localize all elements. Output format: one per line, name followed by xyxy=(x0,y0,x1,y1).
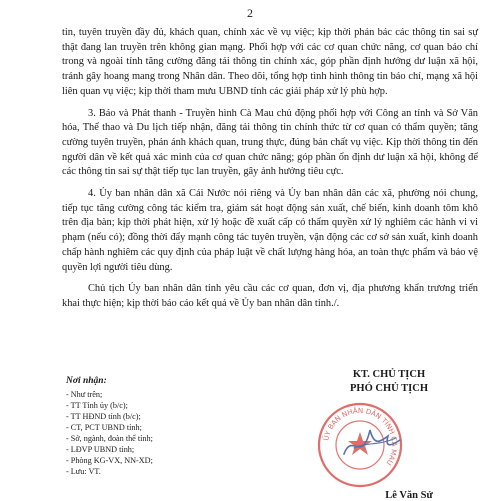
paragraph-closing: Chủ tịch Ủy ban nhân dân tỉnh yêu cầu các cơ quan, đơn vị, địa phương khẩn trương triển khai thực hiện; kịp thời báo cáo kết quả về Ủy ban nhân dân tỉnh./. xyxy=(62,283,478,309)
seal-text: ỦY BAN NHÂN DÂN TỈNH CÀ MAU xyxy=(322,406,399,467)
signature-block xyxy=(300,368,478,501)
signature-title-2: PHÓ CHỦ TỊCH xyxy=(350,383,428,394)
recipient-item: - TT HĐND tỉnh (b/c); xyxy=(66,412,141,421)
seal-and-signature xyxy=(300,400,478,486)
official-seal-stamp xyxy=(314,402,406,488)
paragraph-item-4: 4. Ủy ban nhân dân xã Cái Nước nói riêng và Ủy ban nhân dân các xã, phường nói chung, tiếp tục tăng cường công tác kiểm tra, giám sát hoạt động sản xuất, chế biến, kinh doanh tôm khô trên địa bàn; kịp thời phát hiện, xử lý hoặc đề xuất cấp có thẩm quyền xử lý nghiêm các hành vi vi phạm (nếu có); đồng thời đẩy mạnh công tác tuyên truyền, vận động các cơ sở sản xuất, kinh doanh chấp hành nghiêm các quy định của pháp luật về chất lượng hàng hóa, an toàn thực phẩm và bảo vệ quyền lợi người tiêu dùng. xyxy=(62,188,478,273)
paragraph-item-3: 3. Báo và Phát thanh - Truyền hình Cà Mau chủ động phối hợp với Công an tỉnh và Sở Văn hóa, Thể thao và Du lịch tiếp nhận, đăng tải thông tin chính thức từ cơ quan có thẩm quyền; tăng cường tuyên truyền, phản ánh khách quan, trung thực, đúng bản chất vụ việc. Kịp thời thông tin đến người dân về kết quả xác minh của cơ quan chức năng; góp phần ổn định dư luận xã hội, không để các thông tin sai sự thật tiếp tục lan truyền, gây ảnh hưởng tiêu cực. xyxy=(62,107,478,178)
document-body xyxy=(62,26,478,319)
recipient-item: - Như trên; xyxy=(66,390,103,399)
recipient-item: - LĐVP UBND tỉnh; xyxy=(66,445,135,454)
signer-name: Lê Văn Sử xyxy=(385,490,433,501)
recipient-item: - TT Tỉnh ủy (b/c); xyxy=(66,401,128,410)
recipient-item: - Phòng KG-VX, NN-XD; xyxy=(66,456,153,465)
paragraph-continuation: tin, tuyên truyền đầy đủ, khách quan, chính xác về vụ việc; kịp thời phản bác các thông tin sai sự thật đang lan truyền trên không gian mạng. Phối hợp với các cơ quan chức năng, cơ quan báo chí trong và ngoài tỉnh tăng cường đăng tải thông tin chính xác, góp phần định hướng dư luận xã hội, tránh gây hoang mang trong Nhân dân. Theo dõi, tổng hợp tình hình thông tin báo chí, mạng xã hội liên quan vụ việc; kịp thời tham mưu UBND tỉnh các giải pháp xử lý phù hợp. xyxy=(62,27,478,97)
recipient-item: - CT, PCT UBND tỉnh; xyxy=(66,423,142,432)
recipients-block xyxy=(66,376,266,477)
signature-title-1: KT. CHỦ TỊCH xyxy=(352,369,426,380)
recipient-item: - Lưu: VT. xyxy=(66,467,101,476)
recipients-heading: Nơi nhận: xyxy=(66,376,107,386)
recipient-item: - Sở, ngành, đoàn thể tỉnh; xyxy=(66,434,153,443)
page-number: 2 xyxy=(247,6,253,20)
